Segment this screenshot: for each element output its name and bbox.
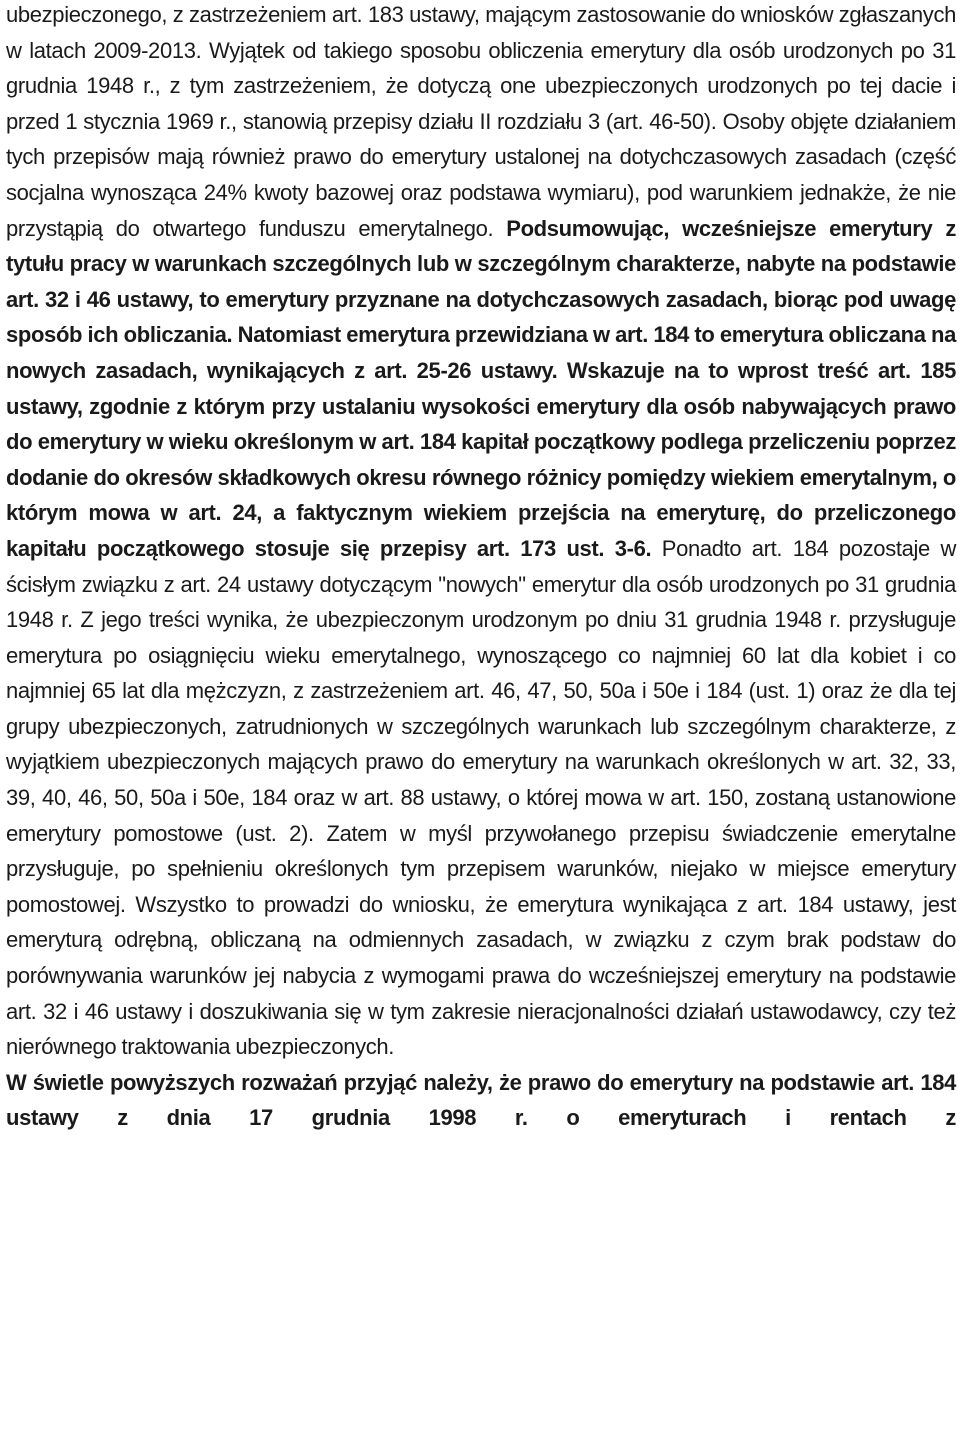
paragraph-1-continuation: Ponadto art. 184 pozostaje w ścisłym związku z art. 24 ustawy dotyczącym "nowych" emerytur dla osób urodzonych po 31 grudnia 1948 r. Z jego treści wynika, że ubezpieczonym urodzonym po dniu 31 grudnia 1948 r. przysługuje emerytura po osiągnięciu wieku emerytalnego, wynoszącego co najmniej 60 lat dla kobiet i co najmniej 65 lat dla mężczyzn, z zastrzeżeniem art. 46, 47, 50, 50a i 50e i 184 (ust. 1) oraz że dla tej grupy ubezpieczonych, zatrudnionych w szczególnych warunkach lub szczególnym charakterze, z wyjątkiem ubezpieczonych mających prawo do emerytury na warunkach określonych w art. 32, 33, 39, 40, 46, 50, 50a i 50e, 184 oraz w art. 88 ustawy, o której mowa w art. 150, zostaną ustanowione emerytury pomostowe (ust. 2). Zatem w myśl przywołanego przepisu świadczenie emerytalne przysługuje, po spełnieniu określonych tym przepisem warunków, niejako w miejsce emerytury pomostowej. Wszystko to prowadzi do wniosku, że emerytura wynikająca z art. 184 ustawy, jest emeryturą odrębną, obliczaną na odmiennych zasadach, w związku z czym brak podstaw do porównywania warunków jej nabycia z wymogami prawa do wcześniejszej emerytury na podstawie art. 32 i 46 ustawy i doszukiwania się w tym zakresie nieracjonalności działań ustawodawcy, czy też nierównego traktowania ubezpieczonych.: [6, 535, 956, 1060]
paragraph-1-bold-summary: Podsumowując, wcześniejsze emerytury z tytułu pracy w warunkach szczególnych lub w szczególnym charakterze, nabyte na podstawie art. 32 i 46 ustawy, to emerytury przyznane na dotychczasowych zasadach, biorąc pod uwagę sposób ich obliczania. Natomiast emerytura przewidziana w art. 184 to emerytura obliczana na nowych zasadach, wynikających z art. 25-26 ustawy. Wskazuje na to wprost treść art. 185 ustawy, zgodnie z którym przy ustalaniu wysokości emerytury dla osób nabywających prawo do emerytury w wieku określonym w art. 184 kapitał początkowy podlega przeliczeniu poprzez dodanie do okresów składkowych okresu równego różnicy pomiędzy wiekiem emerytalnym, o którym mowa w art. 24, a faktycznym wiekiem przejścia na emeryturę, do przeliczonego kapitału początkowego stosuje się przepisy art. 173 ust. 3-6.: [6, 215, 956, 561]
paragraph-1-text: ubezpieczonego, z zastrzeżeniem art. 183 ustawy, mającym zastosowanie do wniosków zgłaszanych w latach 2009-2013. Wyjątek od takiego sposobu obliczenia emerytury dla osób urodzonych po 31 grudnia 1948 r., z tym zastrzeżeniem, że dotyczą one ubezpieczonych urodzonych po tej dacie i przed 1 stycznia 1969 r., stanowią przepisy działu II rozdziału 3 (art. 46-50). Osoby objęte działaniem tych przepisów mają również prawo do emerytury ustalonej na dotychczasowych zasadach (część socjalna wynosząca 24% kwoty bazowej oraz podstawa wymiaru), pod warunkiem jednakże, że nie przystąpią do otwartego funduszu emerytalnego.: [6, 2, 956, 241]
paragraph-2: [6, 1065, 956, 1136]
paragraph-1: [6, 0, 956, 1065]
paragraph-2-bold-conclusion: W świetle powyższych rozważań przyjąć należy, że prawo do emerytury na podstawie art. 184 ustawy z dnia 17 grudnia 1998 r. o emeryturach i rentach z: [6, 1069, 956, 1131]
